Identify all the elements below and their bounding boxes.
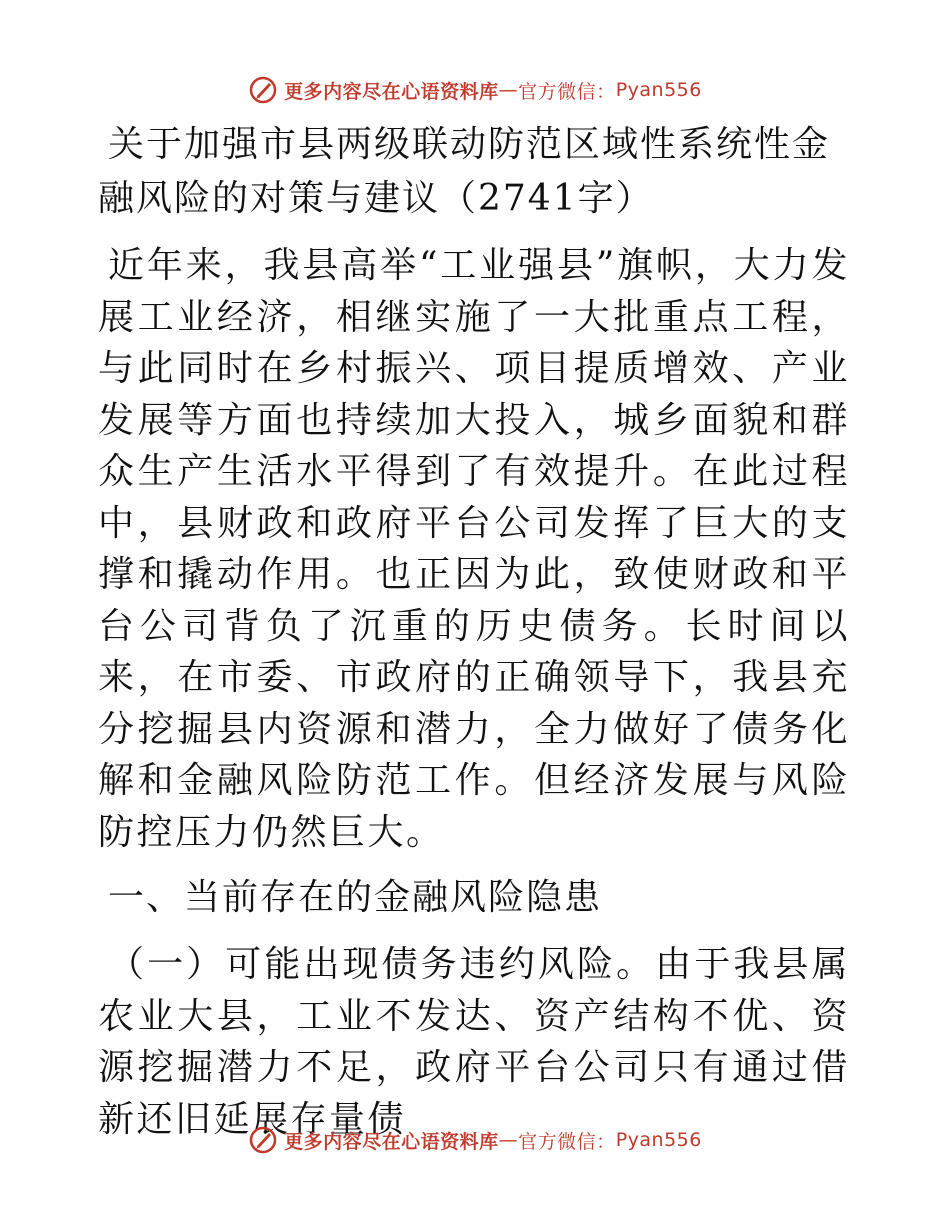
watermark-sub-text: 官方微信：: [518, 80, 616, 103]
watermark-id: Pyan556: [615, 1129, 702, 1151]
quill-circle-icon: [248, 75, 278, 105]
document-body: [98, 118, 850, 1145]
watermark-sub-text: 官方微信：: [518, 1130, 616, 1153]
quill-circle-icon: [248, 1125, 278, 1155]
watermark-id: Pyan556: [615, 79, 702, 101]
watermark-header: [0, 72, 950, 108]
section-paragraph: （一）可能出现债务违约风险。由于我县属农业大县，工业不发达、资产结构不优、资源挖掘潜力不足，政府平台公司只有通过借新还旧延展存量债: [98, 944, 850, 1140]
intro-paragraph: 近年来，我县高举“工业强县”旗帜，大力发展工业经济，相继实施了一大批重点工程，与此同时在乡村振兴、项目提质增效、产业发展等方面也持续加大投入，城乡面貌和群众生产生活水平得到了有效提升。在此过程中，县财政和政府平台公司发挥了巨大的支撑和撬动作用。也正因为此，致使财政和平台公司背负了沉重的历史债务。长时间以来，在市委、市政府的正确领导下，我县充分挖掘县内资源和潜力，全力做好了债务化解和金融风险防范工作。但经济发展与风险防控压力仍然巨大。: [98, 245, 850, 853]
section-heading: 一、当前存在的金融风险隐患: [108, 877, 603, 918]
watermark-footer: [0, 1122, 950, 1158]
watermark-main-text: 更多内容尽在心语资料库: [284, 1130, 499, 1153]
watermark-main-text: 更多内容尽在心语资料库: [284, 80, 499, 103]
watermark-separator: —: [498, 79, 519, 101]
watermark-separator: —: [498, 1129, 519, 1151]
document-title: 关于加强市县两级联动防范区域性系统性金融风险的对策与建议（2741字）: [98, 124, 831, 219]
